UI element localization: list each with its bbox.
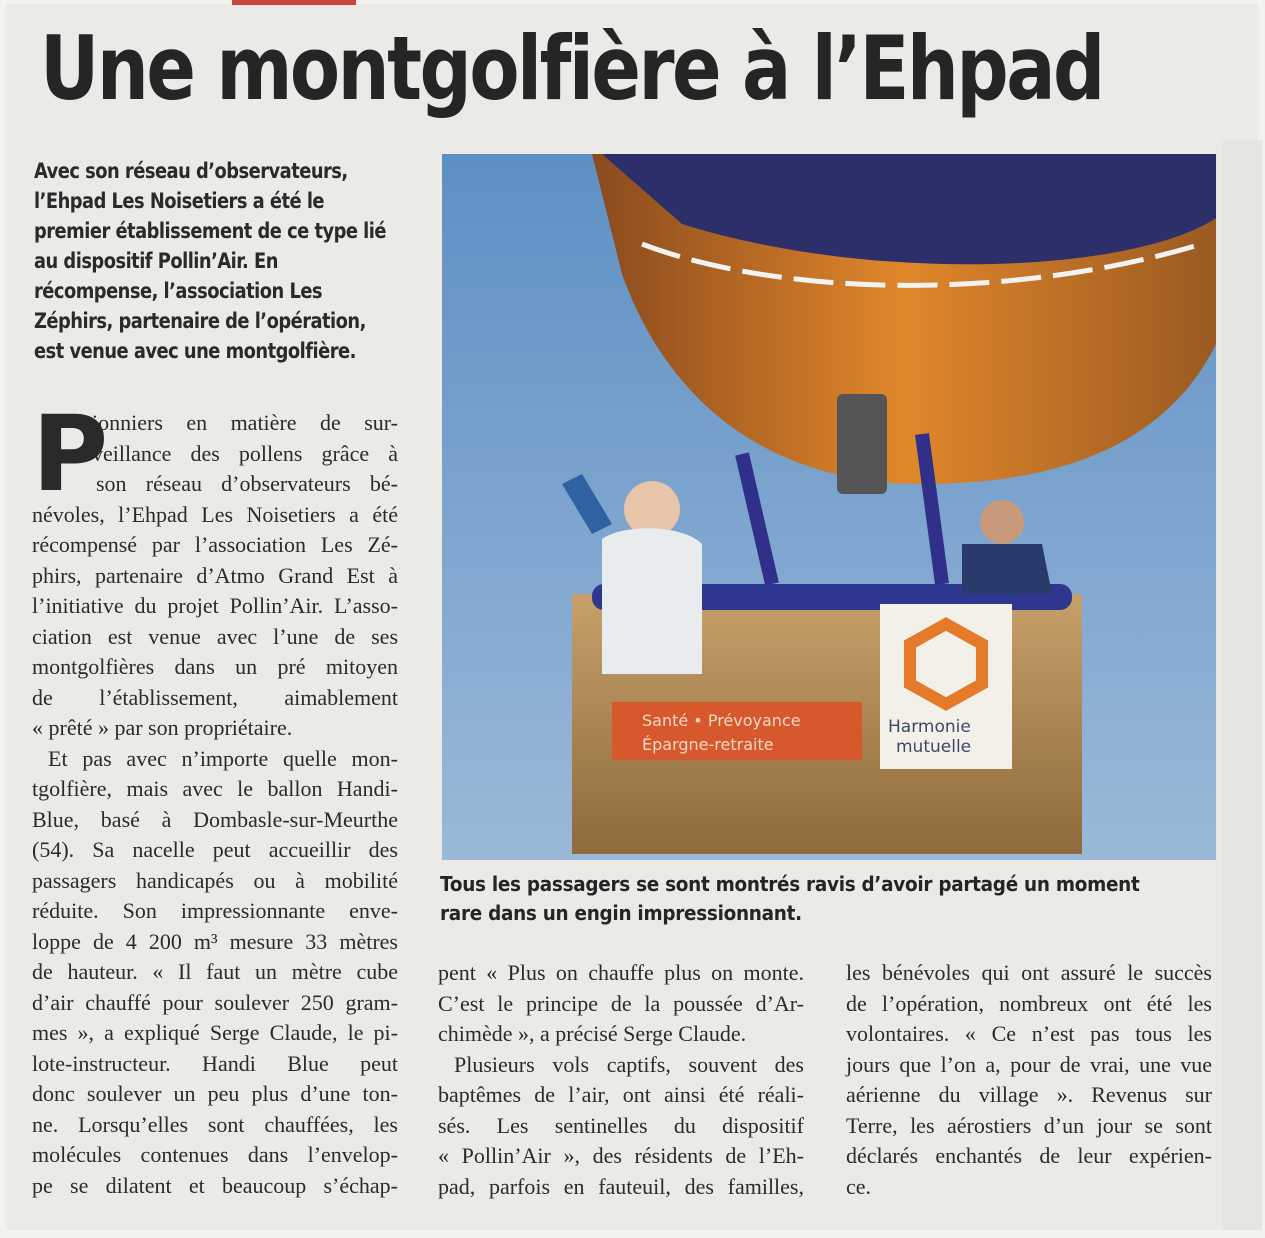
body-line: tgolfière, mais avec le ballon Handi- xyxy=(32,776,398,801)
body-line: de l’établissement, aimablement xyxy=(32,684,398,710)
body-line: l’initiative du projet Pollin’Air. L’asso- xyxy=(32,593,398,618)
body-line: « Pollin’Air », des résidents de l’Eh- xyxy=(438,1143,804,1168)
lead-paragraph xyxy=(34,156,391,366)
body-line: montgolfières dans un pré mitoyen xyxy=(32,654,398,679)
lead-line: premier établissement de ce type lié xyxy=(34,219,386,243)
body-line: de l’opération, nombreux ont été les xyxy=(846,990,1212,1016)
body-line: déclarés enchantés de leur expérien- xyxy=(846,1143,1212,1168)
section-color-bar xyxy=(232,0,356,5)
body-line: névoles, l’Ehpad Les Noisetiers a été xyxy=(32,501,398,527)
logo-text: mutuelle xyxy=(896,737,972,757)
headline: Une montgolfière à l’Ehpad xyxy=(40,17,1103,120)
body-line: pe se dilatent et beaucoup s’échap- xyxy=(32,1172,398,1198)
body-column-1 xyxy=(32,393,398,1201)
lead-line: l’Ehpad Les Noisetiers a été le xyxy=(34,189,325,213)
body-line: C’est le principe de la poussée d’Ar- xyxy=(438,990,804,1016)
caption-line: Tous les passagers se sont montrés ravis d’avoir partagé un moment xyxy=(440,872,1140,896)
body-line: ciation est venue avec l’une de ses xyxy=(32,623,398,649)
body-line: donc soulever un peu plus d’une ton- xyxy=(32,1081,398,1106)
body-line: Blue, basé à Dombasle-sur-Meurthe xyxy=(32,806,398,832)
body-line: réduite. Son impressionnante enve- xyxy=(32,898,398,923)
logo-text: Harmonie xyxy=(888,717,971,737)
body-line: molécules contenues dans l’envelop- xyxy=(32,1142,398,1167)
page-edge xyxy=(1222,140,1262,1230)
body-line: volontaires. « Ce n’est pas tous les xyxy=(846,1021,1212,1046)
banner-text: Épargne-retraite xyxy=(642,735,774,754)
body-line: Plusieurs vols captifs, souvent des xyxy=(454,1051,804,1077)
body-column-3 xyxy=(846,958,1212,1202)
lead-line: récompense, l’association Les xyxy=(34,279,323,303)
body-line: d’air chauffé pour soulever 250 gram- xyxy=(32,989,398,1015)
balloon-illustration xyxy=(442,154,1216,860)
body-line: ce. xyxy=(846,1173,872,1199)
body-line: sés. Les sentinelles du dispositif xyxy=(438,1112,804,1138)
body-line: lote-instructeur. Handi Blue peut xyxy=(32,1050,398,1076)
body-line: veillance des pollens grâce à xyxy=(92,440,398,466)
body-line: phirs, partenaire d’Atmo Grand Est à xyxy=(32,562,398,588)
body-line: ne. Lorsqu’elles sont chauffées, les xyxy=(32,1111,398,1137)
body-column-2 xyxy=(438,958,804,1202)
body-line: son réseau d’observateurs bé- xyxy=(96,471,398,496)
body-line: mes », a expliqué Serge Claude, le pi- xyxy=(32,1020,398,1045)
body-line: « prêté » par son propriétaire. xyxy=(32,715,293,740)
body-line: baptêmes de l’air, ont ainsi été réali- xyxy=(438,1082,804,1107)
body-line: loppe de 4 200 m³ mesure 33 mètres xyxy=(32,928,398,954)
body-line: jours que l’on a, pour de vrai, une vue xyxy=(846,1051,1212,1077)
body-line: (54). Sa nacelle peut accueillir des xyxy=(32,837,398,862)
body-line: récompensé par l’association Les Zé- xyxy=(32,532,398,557)
body-line: les bénévoles qui ont assuré le succès xyxy=(846,960,1212,985)
body-line: aérienne du village ». Revenus sur xyxy=(846,1082,1212,1107)
caption-line: rare dans un engin impressionnant. xyxy=(440,901,802,925)
banner-text: Santé • Prévoyance xyxy=(642,711,801,730)
balloon-photo xyxy=(442,154,1216,860)
lead-line: Zéphirs, partenaire de l’opération, xyxy=(34,309,366,333)
photo-caption xyxy=(440,870,1176,928)
body-line: ionniers en matière de sur- xyxy=(92,410,398,435)
body-line: Et pas avec n’importe quelle mon- xyxy=(48,745,398,771)
body-line: pad, parfois en fauteuil, des familles, xyxy=(438,1173,804,1199)
body-line: chimède », a précisé Serge Claude. xyxy=(438,1021,747,1046)
drop-cap: P xyxy=(32,393,109,515)
lead-line: Avec son réseau d’observateurs, xyxy=(34,159,348,183)
body-line: pent « Plus on chauffe plus on monte. xyxy=(438,960,804,985)
lead-line: au dispositif Pollin’Air. En xyxy=(34,249,278,273)
lead-line: est venue avec une montgolfière. xyxy=(34,339,356,363)
body-line: passagers handicapés ou à mobilité xyxy=(32,867,398,893)
body-line: Terre, les aérostiers d’un jour se sont xyxy=(846,1112,1212,1138)
body-line: de hauteur. « Il faut un mètre cube xyxy=(32,959,398,984)
